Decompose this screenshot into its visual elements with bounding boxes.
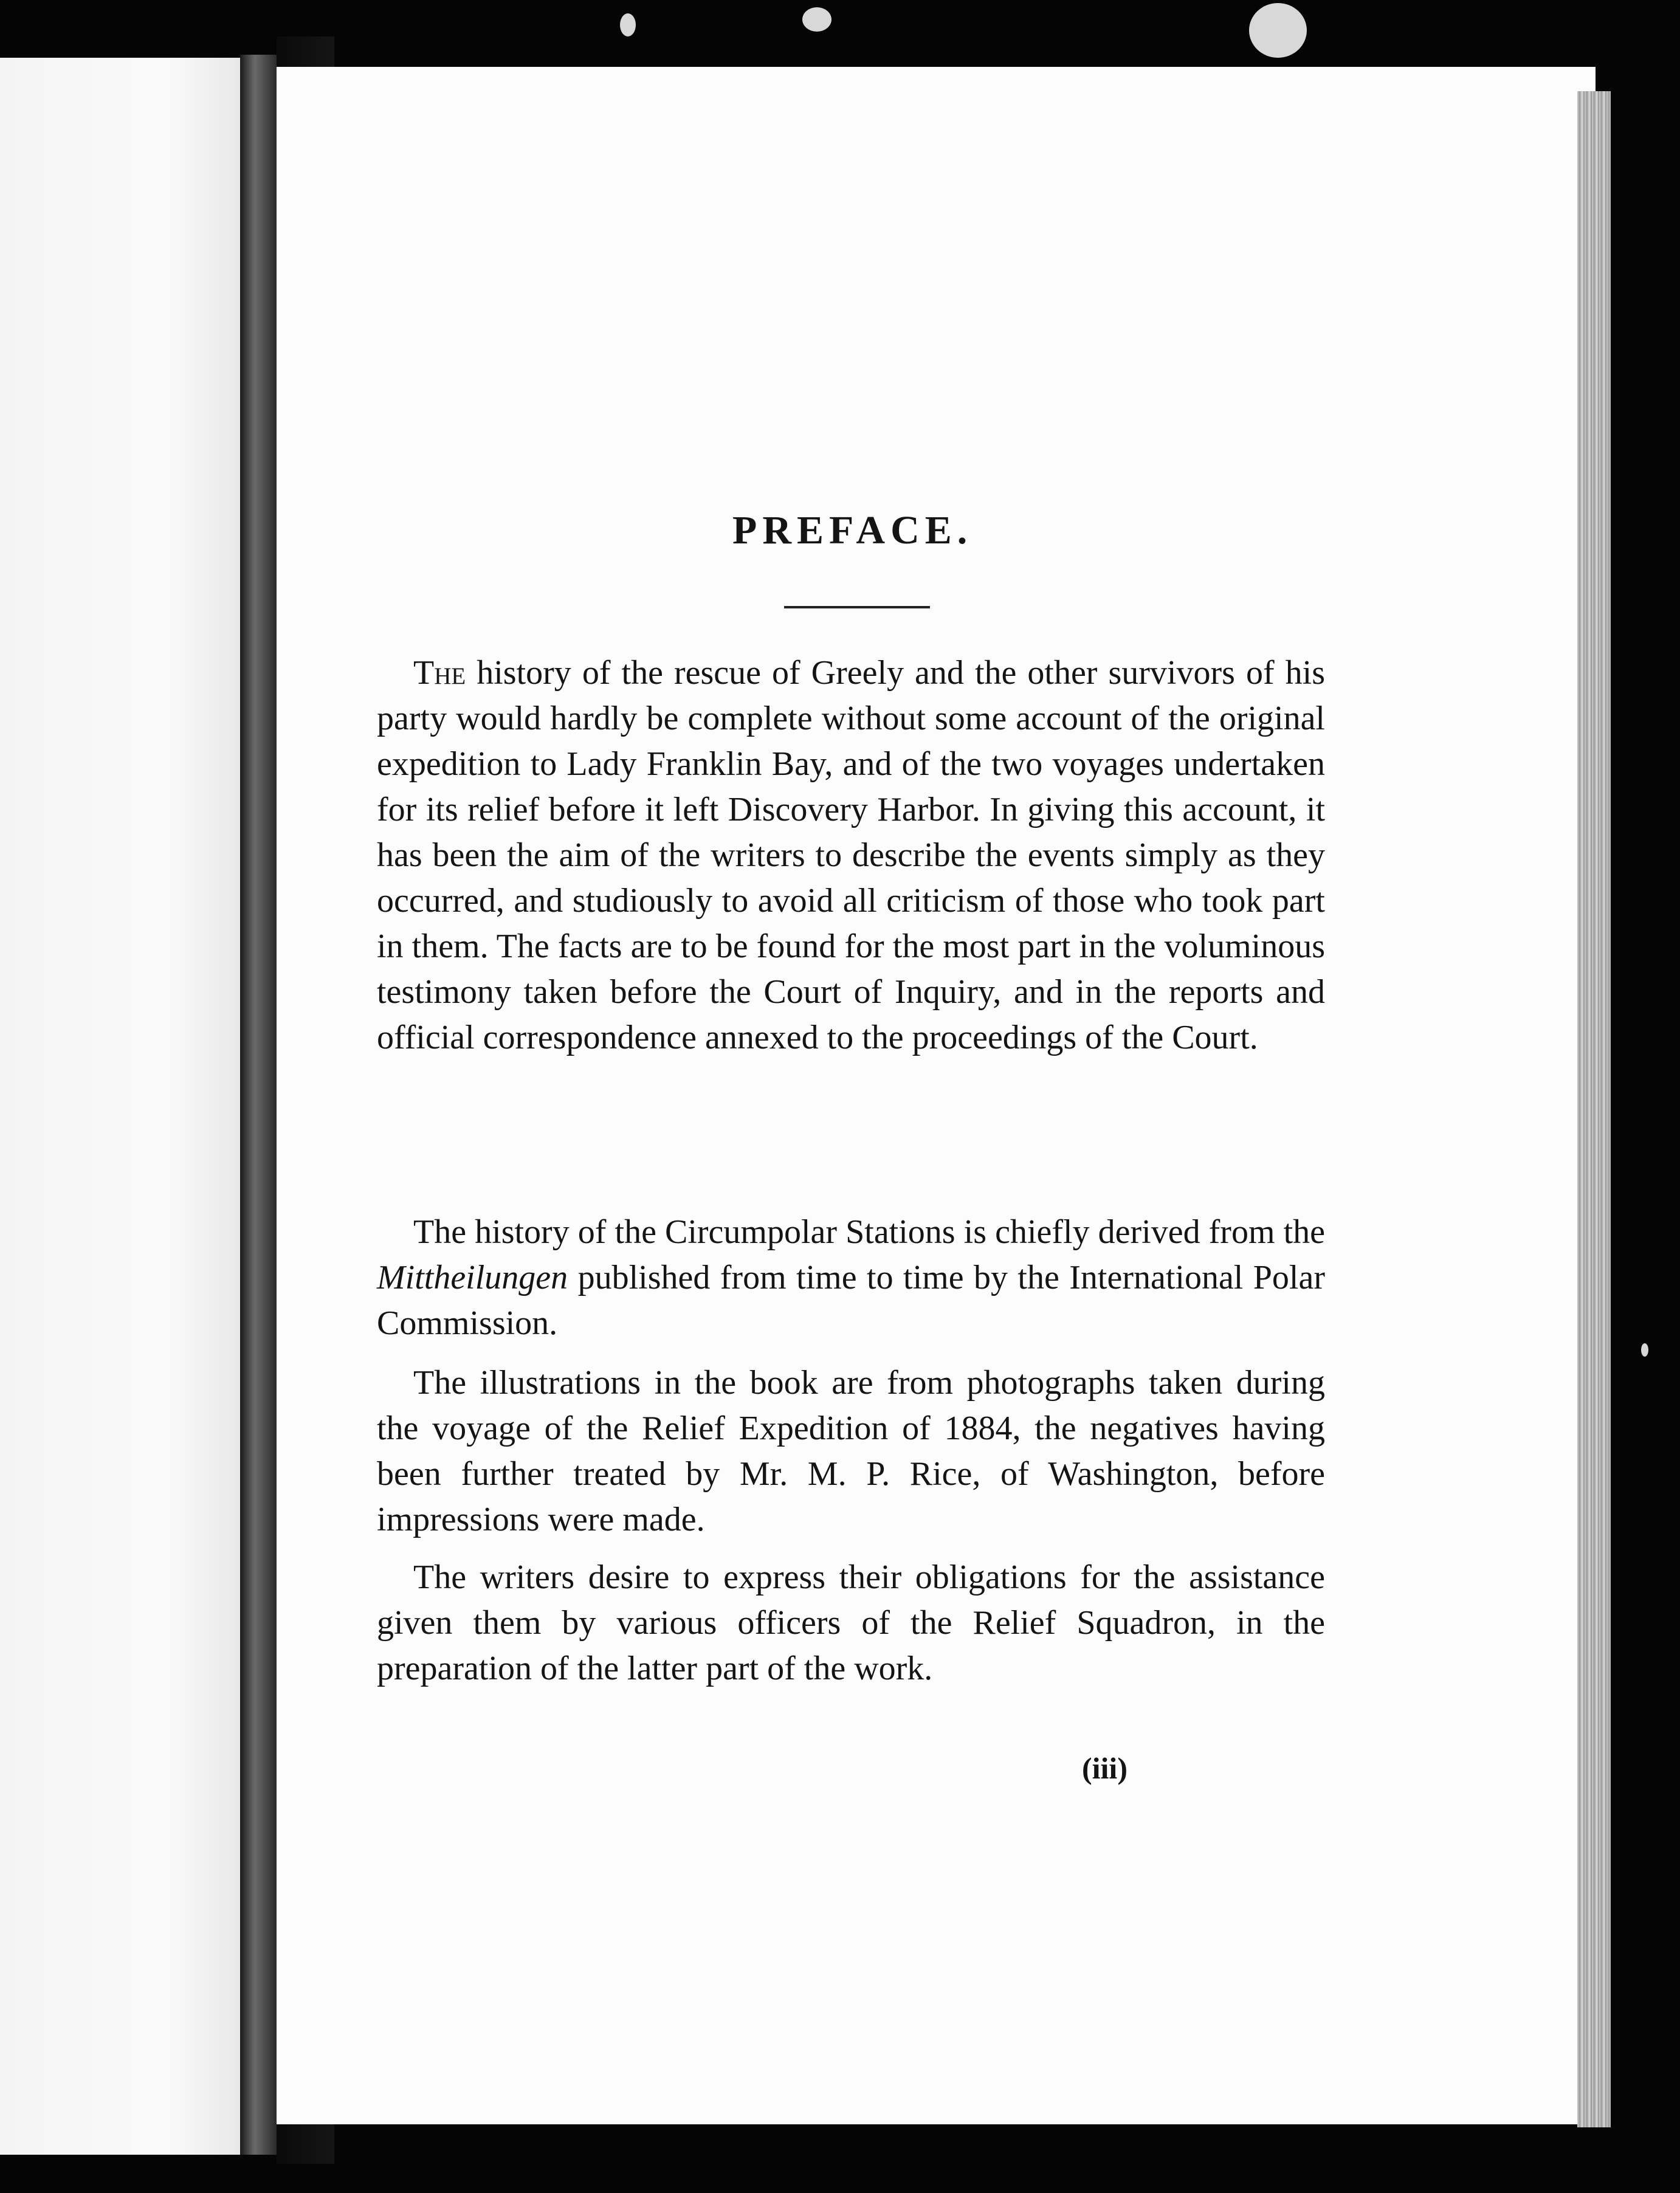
paragraph-lead: The bbox=[413, 654, 466, 692]
scan-speck bbox=[620, 13, 636, 36]
scan-speck bbox=[1249, 3, 1307, 58]
paragraph-text: history of the rescue of Greely and the other survivors of his party would hardly be complete without some account of the original expedition to Lady Franklin Bay, and of the two voyages undertaken for its relief before it left Discovery Harbor. In giving this account, it has been the aim of the writers to describe the events simply as they occurred, and studiously to avoid all criticism of those who took part in them. The facts are to be found for the most part in the voluminous testimony taken before the Court of Inquiry, and in the reports and official correspondence annexed to the proceedings of the Court. bbox=[377, 654, 1325, 1056]
italic-title: Mittheilungen bbox=[377, 1259, 568, 1296]
left-page-edge bbox=[240, 55, 277, 2155]
paragraph-3 bbox=[377, 1360, 1325, 1543]
right-page bbox=[277, 67, 1596, 2124]
title-rule bbox=[784, 606, 930, 608]
page-title: PREFACE. bbox=[732, 508, 973, 553]
paragraph-1 bbox=[377, 650, 1325, 1061]
right-page-fore-edge bbox=[1577, 91, 1611, 2127]
left-page bbox=[0, 58, 240, 2155]
paragraph-text-before: The history of the Circumpolar Stations is chiefly derived from the bbox=[413, 1213, 1325, 1251]
scan-speck bbox=[1641, 1343, 1648, 1357]
page-number: (iii) bbox=[1082, 1751, 1127, 1785]
paragraph-2 bbox=[377, 1210, 1325, 1346]
scan-speck bbox=[802, 7, 831, 32]
paragraph-text: The writers desire to express their obligations for the assistance given them by various officers of the Relief Squadron, in the preparation of the latter part of the work. bbox=[377, 1558, 1325, 1687]
paragraph-4 bbox=[377, 1555, 1325, 1692]
paragraph-text: The illustrations in the book are from photographs taken during the voyage of the Relief Expedition of 1884, the negatives having been further treated by Mr. M. P. Rice, of Washington, before impressions were made. bbox=[377, 1364, 1325, 1538]
paragraph-text-after: published from time to time by the International Polar Commission. bbox=[377, 1259, 1325, 1342]
